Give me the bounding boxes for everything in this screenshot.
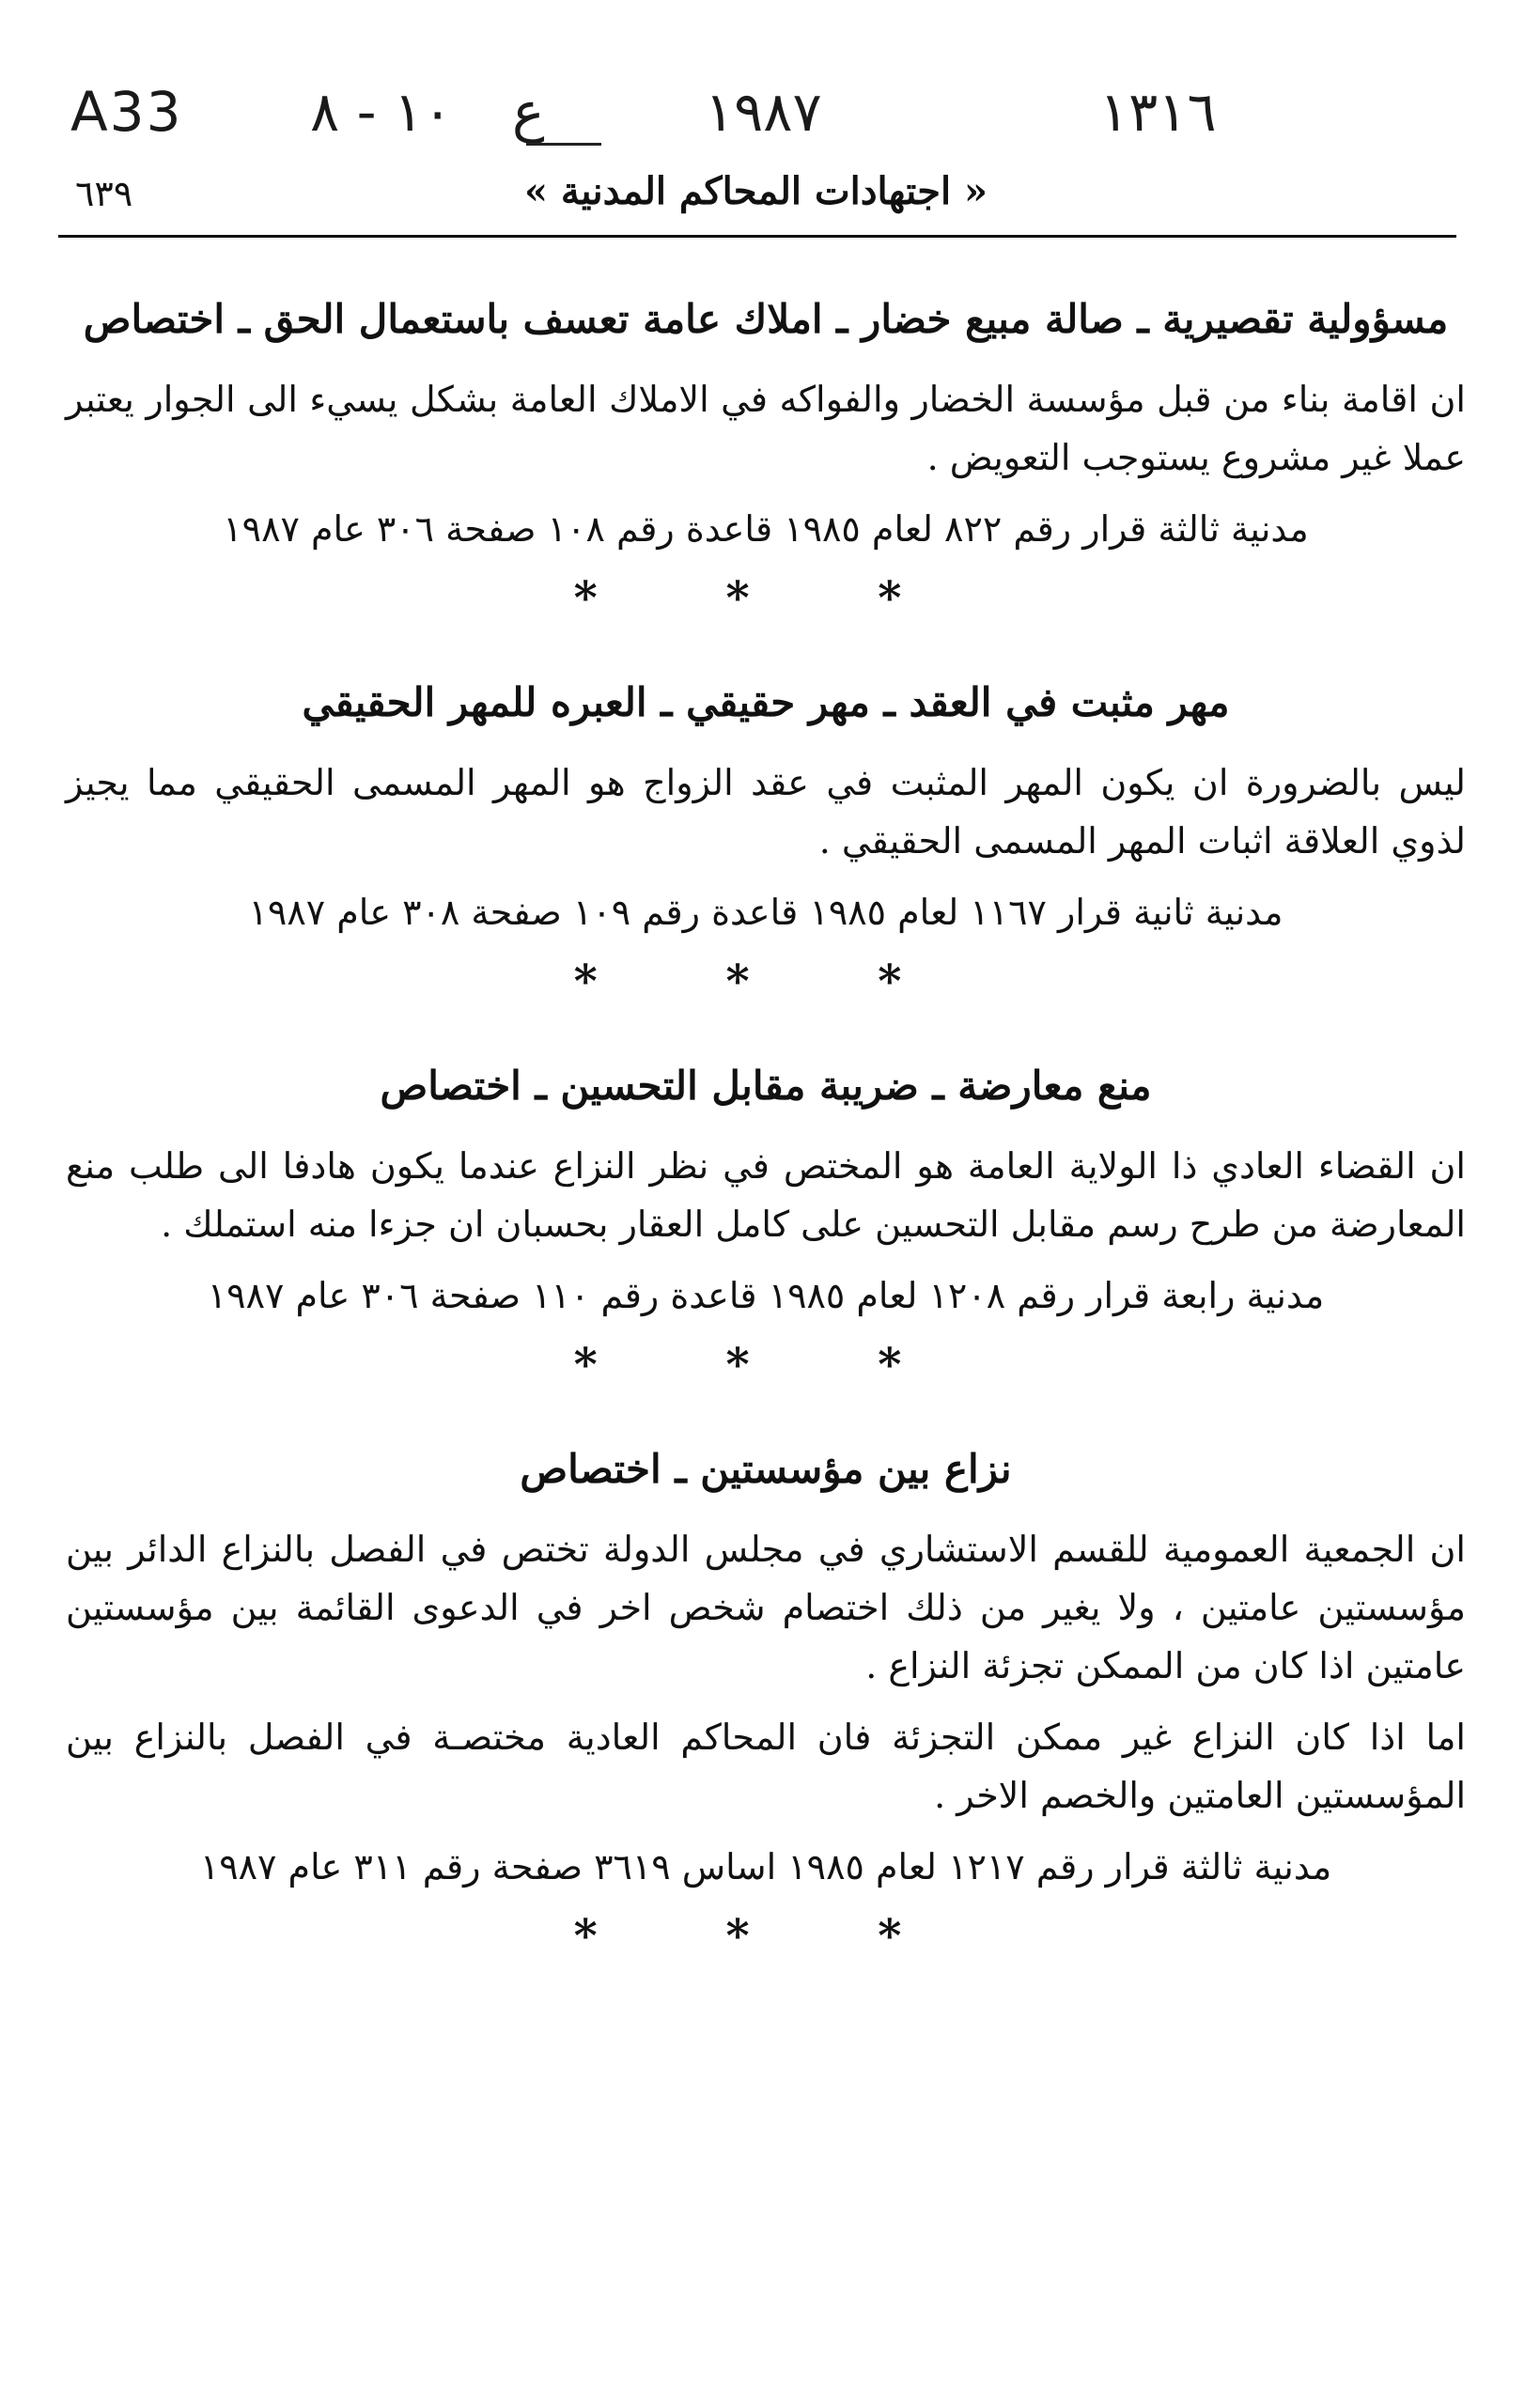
entry-heading: منع معارضة ـ ضريبة مقابل التحسين ـ اختصاص [380,1063,1152,1109]
separator-stars: * * * [573,1910,958,1963]
handwritten-number: ١٣١٦ [1099,80,1217,144]
entry-heading: مسؤولية تقصيرية ـ صالة مبيع خضار ـ املاك عامة تعسف باستعمال الحق ـ اختصاص [83,296,1449,342]
handwritten-underline [526,143,601,146]
entry-citation: مدنية ثانية قرار ١١٦٧ لعام ١٩٨٥ قاعدة رقم ١٠٩ صفحة ٣٠٨ عام ١٩٨٧ [248,892,1283,933]
handwritten-letter: ع [512,80,545,144]
entry-heading: مهر مثبت في العقد ـ مهر حقيقي ـ العبره للمهر الحقيقي [302,679,1230,725]
page-number: ٦٣٩ [75,173,133,214]
running-head-title: « اجتهادات المحاكم المدنية » [524,169,988,213]
header-rule [58,235,1456,238]
separator-stars: * * * [573,1339,958,1391]
handwritten-date: ١٠ - ٨ [310,80,453,144]
entry-paragraph: ان الجمعية العمومية للقسم الاستشاري في مجلس الدولة تختص في الفصل بالنزاع الدائر بين مؤسستين عامتين ، ولا يغير من ذلك اختصام شخص اخر في الدعوى القائمة بين مؤسستين عامتين اذا كان من الممكن تجزئة النزاع . [66,1529,1466,1686]
entry-paragraph: اما اذا كان النزاع غير ممكن التجزئة فان المحاكم العادية مختصـة في الفصل بالنزاع بين المؤسستين العامتين والخصم الاخر . [66,1716,1466,1816]
entry-paragraph: ان اقامة بناء من قبل مؤسسة الخضار والفواكه في الاملاك العامة بشكل يسيء الى الجوار يعتبر عملا غير مشروع يستوجب التعويض . [66,379,1466,478]
separator-stars: * * * [573,955,958,1008]
separator-stars: * * * [573,572,958,625]
entry [66,671,1466,1015]
entry-paragraph: ليس بالضرورة ان يكون المهر المثبت في عقد الزواج هو المهر المسمى الحقيقي مما يجيز لذوي العلاقة اثبات المهر المسمى الحقيقي . [66,762,1466,862]
entry-heading: نزاع بين مؤسستين ـ اختصاص [520,1446,1012,1492]
entry-paragraph: ان القضاء العادي ذا الولاية العامة هو المختص في نظر النزاع عندما يكون هادفا الى طلب منع المعارضة من طرح رسم مقابل التحسين على كامل العقار بحسبان ان جزءا منه استملك . [66,1145,1466,1245]
handwritten-code: A33 [70,80,183,144]
entry [66,1437,1466,1969]
entry [66,1054,1466,1398]
handwritten-year: ١٩٨٧ [705,80,822,144]
entry-citation: مدنية ثالثة قرار رقم ٨٢٢ لعام ١٩٨٥ قاعدة رقم ١٠٨ صفحة ٣٠٦ عام ١٩٨٧ [223,508,1309,550]
entry [66,287,1466,631]
main-content [66,282,1466,2009]
running-head [56,169,1455,225]
entry-citation: مدنية رابعة قرار رقم ١٢٠٨ لعام ١٩٨٥ قاعدة رقم ١١٠ صفحة ٣٠٦ عام ١٩٨٧ [207,1275,1325,1316]
entry-citation: مدنية ثالثة قرار رقم ١٢١٧ لعام ١٩٨٥ اساس ٣٦١٩ صفحة رقم ٣١١ عام ١٩٨٧ [199,1846,1332,1887]
